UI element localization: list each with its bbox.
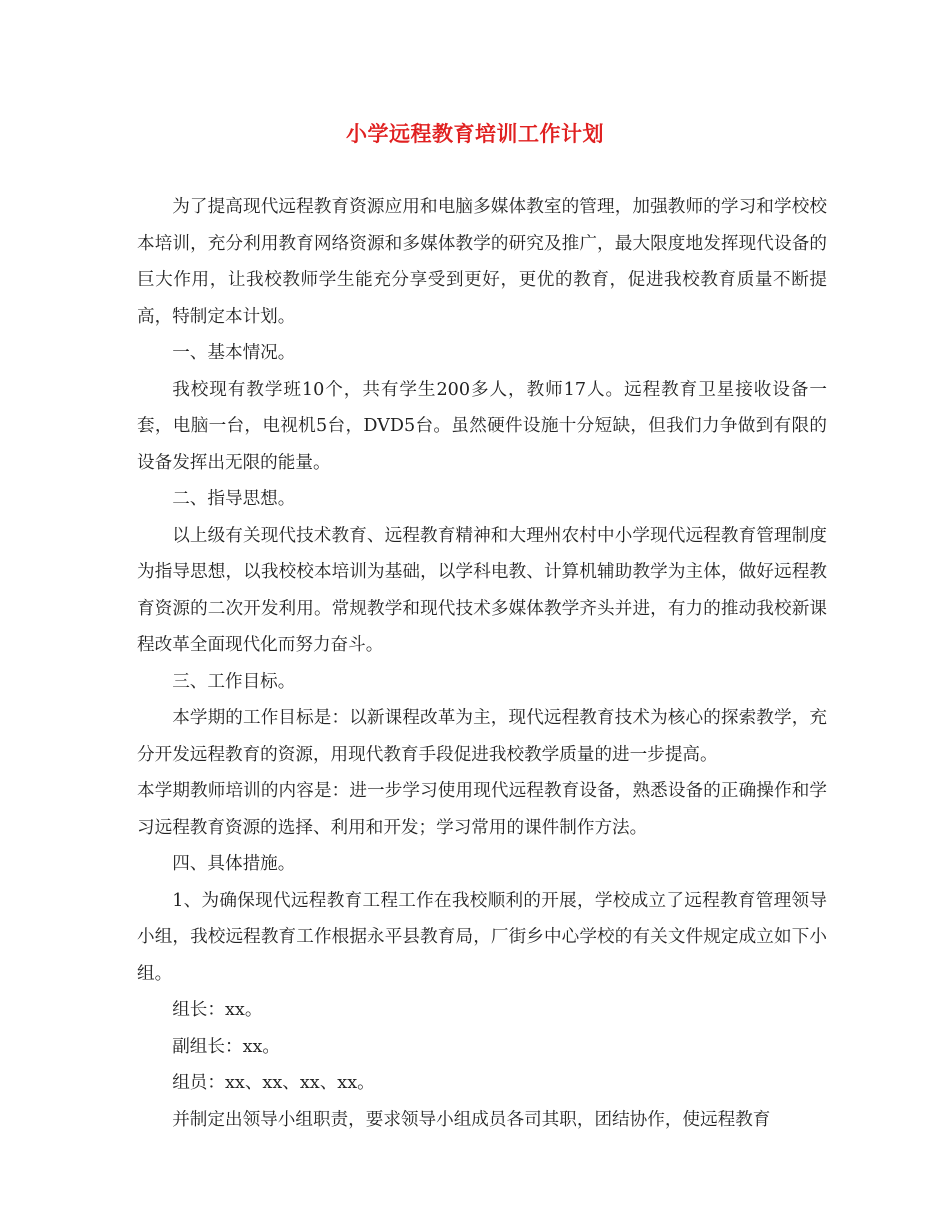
- paragraph-basic-situation: 我校现有教学班10个，共有学生200多人，教师17人。远程教育卫星接收设备一套，电脑一台，电视机5台，DVD5台。虽然硬件设施十分短缺，但我们力争做到有限的设备发挥出无限的能量。: [137, 379, 827, 473]
- paragraph-responsibilities: 并制定出领导小组职责，要求领导小组成员各司其职，团结协作，使远程教育: [172, 1109, 771, 1130]
- section-heading-basic-situation: 一、基本情况。: [172, 343, 296, 363]
- section-heading-guiding-ideology: 二、指导思想。: [172, 489, 296, 509]
- section-heading-specific-measures: 四、具体措施。: [172, 854, 296, 874]
- paragraph-training-content: 本学期教师培训的内容是：进一步学习使用现代远程教育设备，熟悉设备的正确操作和学习远程教育资源的选择、利用和开发；学习常用的课件制作方法。: [137, 781, 827, 838]
- section-heading-work-goals: 三、工作目标。: [172, 671, 296, 692]
- paragraph-group-leader: 组长：xx。: [172, 1000, 263, 1020]
- document-title: 小学远程教育培训工作计划: [346, 121, 604, 146]
- paragraph-work-goals: 本学期的工作目标是：以新课程改革为主，现代远程教育技术为核心的探索教学，充分开发远程教育的资源，用现代教育手段促进我校教学质量的进一步提高。: [137, 708, 827, 765]
- paragraph-intro: 为了提高现代远程教育资源应用和电脑多媒体教室的管理，加强教师的学习和学校校本培训，充分利用教育网络资源和多媒体教学的研究及推广，最大限度地发挥现代设备的巨大作用，让我校教师学生能充分享受到更好，更优的教育，促进我校教育质量不断提高，特制定本计划。: [137, 197, 827, 327]
- paragraph-guiding-ideology: 以上级有关现代技术教育、远程教育精神和大理州农村中小学现代远程教育管理制度为指导思想，以我校校本培训为基础，以学科电教、计算机辅助教学为主体，做好远程教育资源的二次开发利用。常规教学和现代技术多媒体教学齐头并进，有力的推动我校新课程改革全面现代化而努力奋斗。: [137, 525, 827, 655]
- paragraph-measure-1: 1、为确保现代远程教育工程工作在我校顺利的开展，学校成立了远程教育管理领导小组，我校远程教育工作根据永平县教育局，厂街乡中心学校的有关文件规定成立如下小组。: [137, 890, 827, 984]
- document-body: [137, 189, 827, 1138]
- paragraph-deputy-leader: 副组长：xx。: [172, 1036, 281, 1057]
- paragraph-group-members: 组员：xx、xx、xx、xx。: [172, 1073, 375, 1093]
